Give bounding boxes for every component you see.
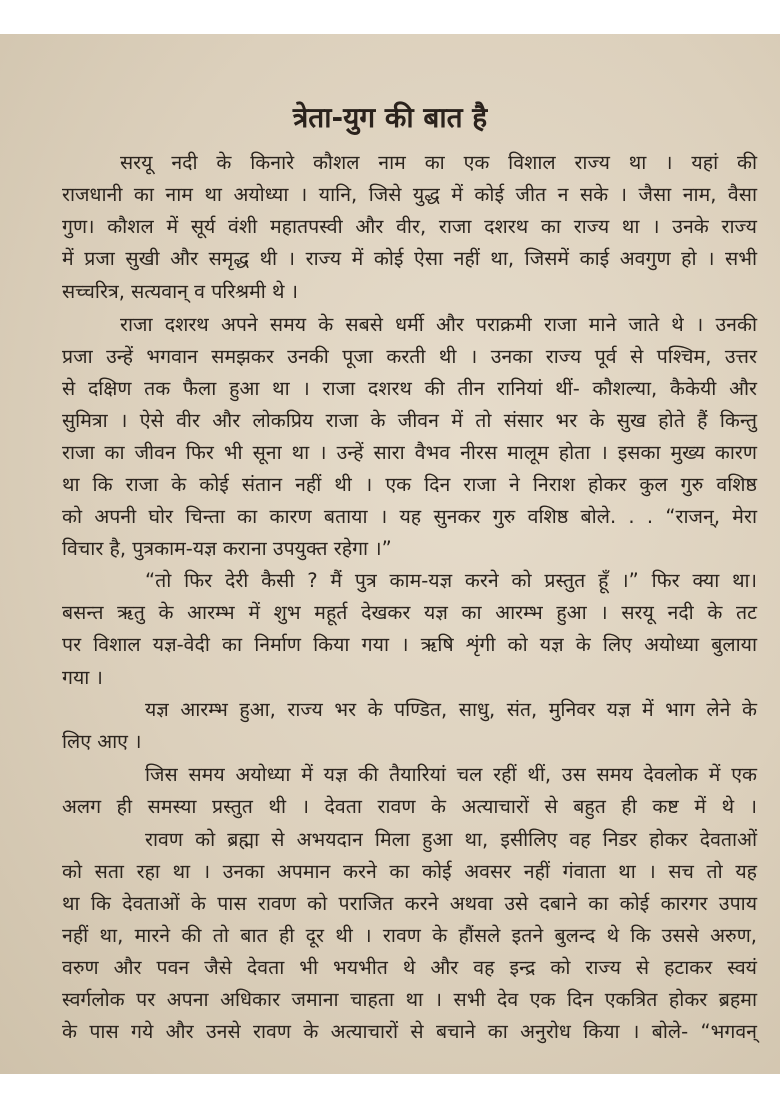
text-line: था कि राजा के कोई संतान नहीं थी । एक दिन राजा ने निराश होकर कुल गुरु वशिष्ठ: [62, 473, 757, 496]
text-line: में प्रजा सुखी और समृद्ध थी । राज्य में कोई ऐसा नहीं था, जिसमें काई अवगुण हो । सभी: [62, 247, 757, 270]
chapter-title: त्रेता-युग की बात है: [292, 101, 488, 134]
text-line: गुण। कौशल में सूर्य वंशी महातपस्वी और वीर, राजा दशरथ का राज्य था । उनके राज्य: [62, 215, 757, 238]
text-line: अलग ही समस्या प्रस्तुत थी । देवता रावण के अत्याचारों से बहुत ही कष्ट में थे ।: [62, 795, 757, 818]
text-line: वरुण और पवन जैसे देवता भी भयभीत थे और वह इन्द्र को राज्य से हटाकर स्वयं: [62, 956, 757, 979]
text-line: के पास गये और उनसे रावण के अत्याचारों से बचाने का अनुरोध किया । बोले- “भगवन्: [62, 1020, 757, 1043]
text-line: राजधानी का नाम था अयोध्या । यानि, जिसे युद्ध में कोई जीत न सके । जैसा नाम, वैसा: [62, 183, 757, 206]
text-line: जिस समय अयोध्या में यज्ञ की तैयारियां चल रहीं थीं, उस समय देवलोक में एक: [145, 763, 757, 786]
text-line: बसन्त ऋतु के आरम्भ में शुभ महूर्त देखकर यज्ञ का आरम्भ हुआ । सरयू नदी के तट: [62, 601, 757, 624]
text-line: को सता रहा था । उनका अपमान करने का कोई अवसर नहीं गंवाता था । सच तो यह: [62, 860, 757, 883]
text-line: से दक्षिण तक फैला हुआ था । राजा दशरथ की तीन रानियां थीं- कौशल्या, कैकेयी और: [62, 377, 757, 400]
text-line: सरयू नदी के किनारे कौशल नाम का एक विशाल राज्य था । यहां की: [120, 151, 757, 174]
text-line: को अपनी घोर चिन्ता का कारण बताया । यह सुनकर गुरु वशिष्ठ बोले. . . “राजन्, मेरा: [62, 505, 757, 528]
text-line: “तो फिर देरी कैसी ? मैं पुत्र काम-यज्ञ करने को प्रस्तुत हूँ ।” फिर क्या था।: [145, 569, 757, 592]
text-line: राजा का जीवन फिर भी सूना था । उन्हें सारा वैभव नीरस मालूम होता । इसका मुख्य कारण: [62, 441, 757, 464]
text-line: सुमित्रा । ऐसे वीर और लोकप्रिय राजा के जीवन में तो संसार भर के सुख होते हैं किन्तु: [62, 409, 757, 432]
text-line: प्रजा उन्हें भगवान समझकर उनकी पूजा करती थी । उनका राज्य पूर्व से पश्चिम, उत्तर: [62, 345, 757, 368]
text-line: राजा दशरथ अपने समय के सबसे धर्मी और पराक्रमी राजा माने जाते थे । उनकी: [120, 313, 757, 336]
text-line: था कि देवताओं के पास रावण को पराजित करने अथवा उसे दबाने का कोई कारगर उपाय: [62, 892, 757, 915]
text-line: यज्ञ आरम्भ हुआ, राज्य भर के पण्डित, साधु, संत, मुनिवर यज्ञ में भाग लेने के: [145, 698, 757, 721]
text-line: नहीं था, मारने की तो बात ही दूर थी । रावण के हौंसले इतने बुलन्द थे कि उससे अरुण,: [62, 924, 757, 947]
text-line: लिए आए ।: [62, 730, 142, 753]
text-line: रावण को ब्रह्मा से अभयदान मिला हुआ था, इसीलिए वह निडर होकर देवताओं: [145, 828, 757, 851]
text-line: स्वर्गलोक पर अपना अधिकार जमाना चाहता था । सभी देव एक दिन एकत्रित होकर ब्रहमा: [62, 988, 757, 1011]
text-line: पर विशाल यज्ञ-वेदी का निर्माण किया गया । ऋषि शृंगी को यज्ञ के लिए अयोध्या बुलाया: [62, 633, 757, 656]
text-line: गया ।: [62, 666, 103, 689]
text-line: सच्चरित्र, सत्यवान् व परिश्रमी थे ।: [62, 280, 299, 303]
text-line: विचार है, पुत्रकाम-यज्ञ कराना उपयुक्त रहेगा ।”: [62, 537, 392, 560]
